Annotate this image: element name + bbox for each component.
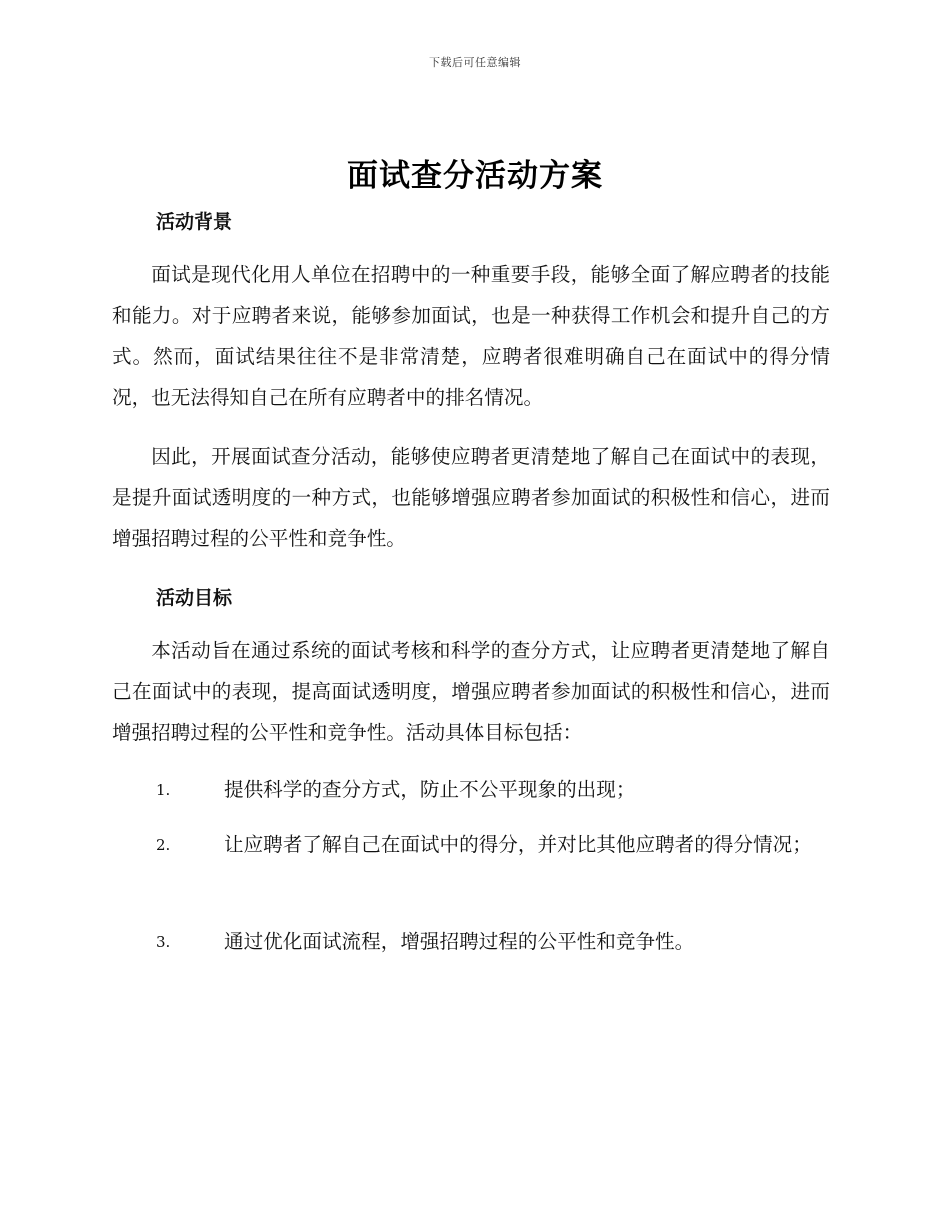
list-number: 3. — [156, 933, 171, 951]
list-text: 让应聘者了解自己在面试中的得分，并对比其他应聘者的得分情况； — [224, 833, 812, 856]
list-text: 通过优化面试流程，增强招聘过程的公平性和竞争性。 — [224, 930, 695, 953]
list-item — [112, 823, 830, 867]
paragraph-goals-1: 本活动旨在通过系统的面试考核和科学的查分方式，让应聘者更清楚地了解自己在面试中的表现，提高面试透明度，增强应聘者参加面试的积极性和信心，进而增强招聘过程的公平性和竞争性。活动具体目标包括： — [112, 639, 830, 744]
page-title: 面试查分活动方案 — [347, 158, 603, 194]
list-number: 1. — [156, 781, 171, 799]
paragraph-background-1: 面试是现代化用人单位在招聘中的一种重要手段，能够全面了解应聘者的技能和能力。对于应聘者来说，能够参加面试，也是一种获得工作机会和提升自己的方式。然而，面试结果往往不是非常清楚，应聘者很难明确自己在面试中的得分情况，也无法得知自己在所有应聘者中的排名情况。 — [112, 263, 830, 409]
section-heading-goals: 活动目标 — [156, 587, 233, 609]
list-number: 2. — [156, 836, 171, 854]
list-item — [112, 920, 830, 964]
section-heading-background: 活动背景 — [156, 211, 233, 233]
list-item — [112, 768, 830, 812]
header-note: 下载后可任意编辑 — [429, 56, 521, 69]
list-text: 提供科学的查分方式，防止不公平现象的出现； — [224, 778, 636, 801]
paragraph-background-2: 因此，开展面试查分活动，能够使应聘者更清楚地了解自己在面试中的表现，是提升面试透明度的一种方式，也能够增强应聘者参加面试的积极性和信心，进而增强招聘过程的公平性和竞争性。 — [112, 445, 830, 550]
